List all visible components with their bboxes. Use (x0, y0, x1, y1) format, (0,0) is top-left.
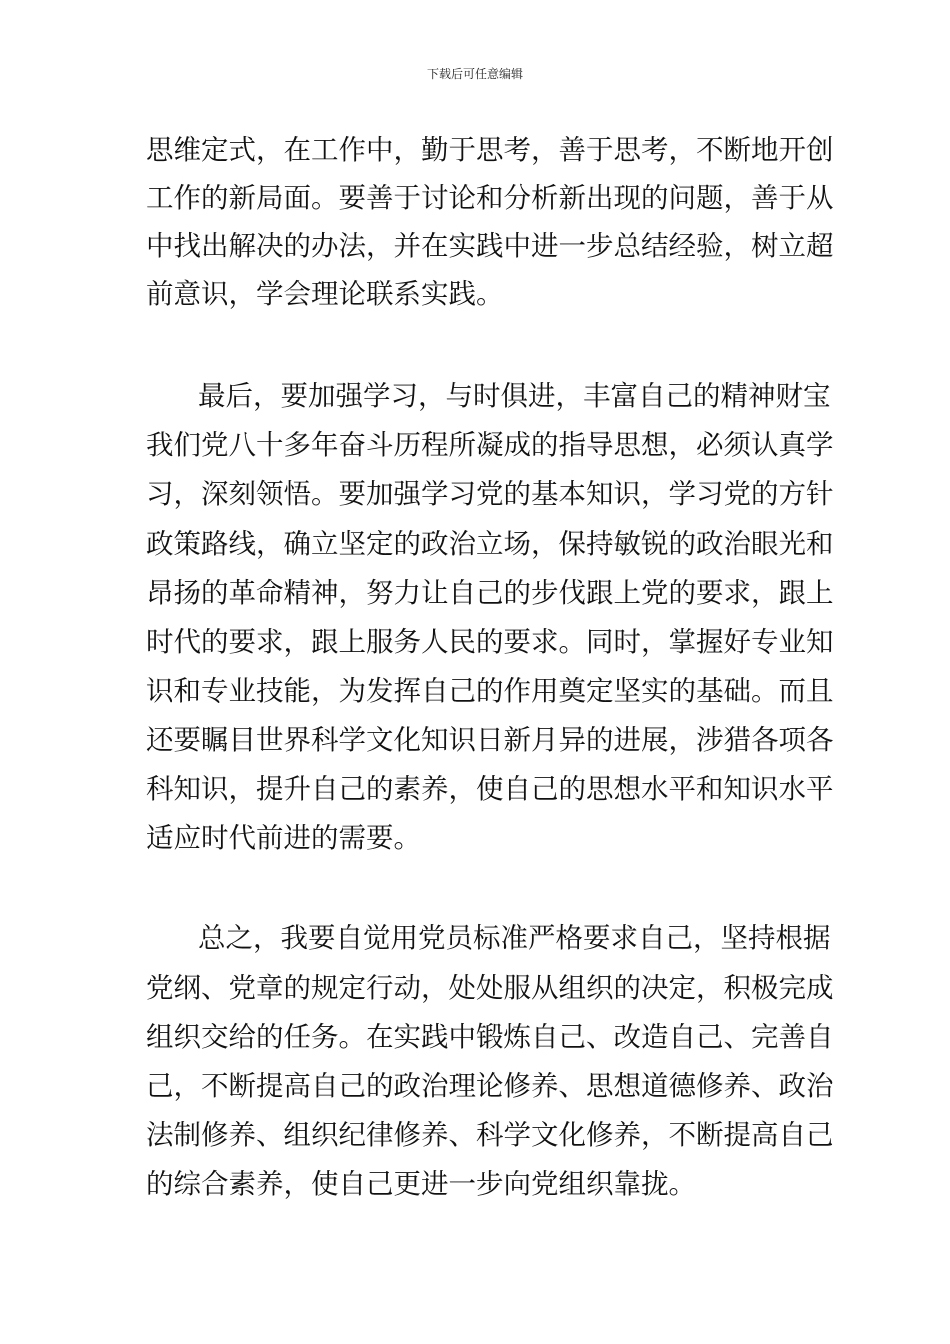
text-line: 总之，我要自觉用党员标准严格要求自己，坚持根据 (198, 922, 831, 954)
text-line: 法制修养、组织纪律修养、科学文化修养，不断提高自己 (146, 1119, 834, 1151)
text-line: 适应时代前进的需要。 (146, 822, 421, 854)
text-line: 组织交给的任务。在实践中锻炼自己、改造自己、完善自 (146, 1021, 834, 1053)
text-line: 最后，要加强学习，与时俱进，丰富自己的精神财宝 (198, 380, 831, 412)
text-line: 时代的要求，跟上服务人民的要求。同时，掌握好专业知 (146, 626, 834, 658)
text-line: 还要瞩目世界科学文化知识日新月异的进展，涉猎各项各 (146, 724, 834, 756)
text-line: 政策路线，确立坚定的政治立场，保持敏锐的政治眼光和 (146, 528, 834, 560)
text-line: 昂扬的革命精神，努力让自己的步伐跟上党的要求，跟上 (146, 577, 834, 609)
text-line: 的综合素养，使自己更进一步向党组织靠拢。 (146, 1168, 696, 1200)
text-line: 党纲、党章的规定行动，处处服从组织的决定，积极完成 (146, 972, 834, 1004)
text-line: 中找出解决的办法，并在实践中进一步总结经验，树立超 (146, 230, 834, 262)
text-line: 科知识，提升自己的素养，使自己的思想水平和知识水平 (146, 773, 834, 805)
text-line: 前意识，学会理论联系实践。 (146, 278, 504, 310)
text-line: 己，不断提高自己的政治理论修养、思想道德修养、政治 (146, 1070, 834, 1102)
text-line: 识和专业技能，为发挥自己的作用奠定坚实的基础。而且 (146, 675, 834, 707)
text-line: 思维定式，在工作中，勤于思考，善于思考，不断地开创 (146, 134, 834, 166)
text-line: 工作的新局面。要善于讨论和分析新出现的问题，善于从 (146, 182, 834, 214)
page-header: 下载后可任意编辑 (426, 67, 523, 81)
text-line: 我们党八十多年奋斗历程所凝成的指导思想，必须认真学 (146, 429, 834, 461)
text-line: 习，深刻领悟。要加强学习党的基本知识，学习党的方针 (146, 478, 834, 510)
